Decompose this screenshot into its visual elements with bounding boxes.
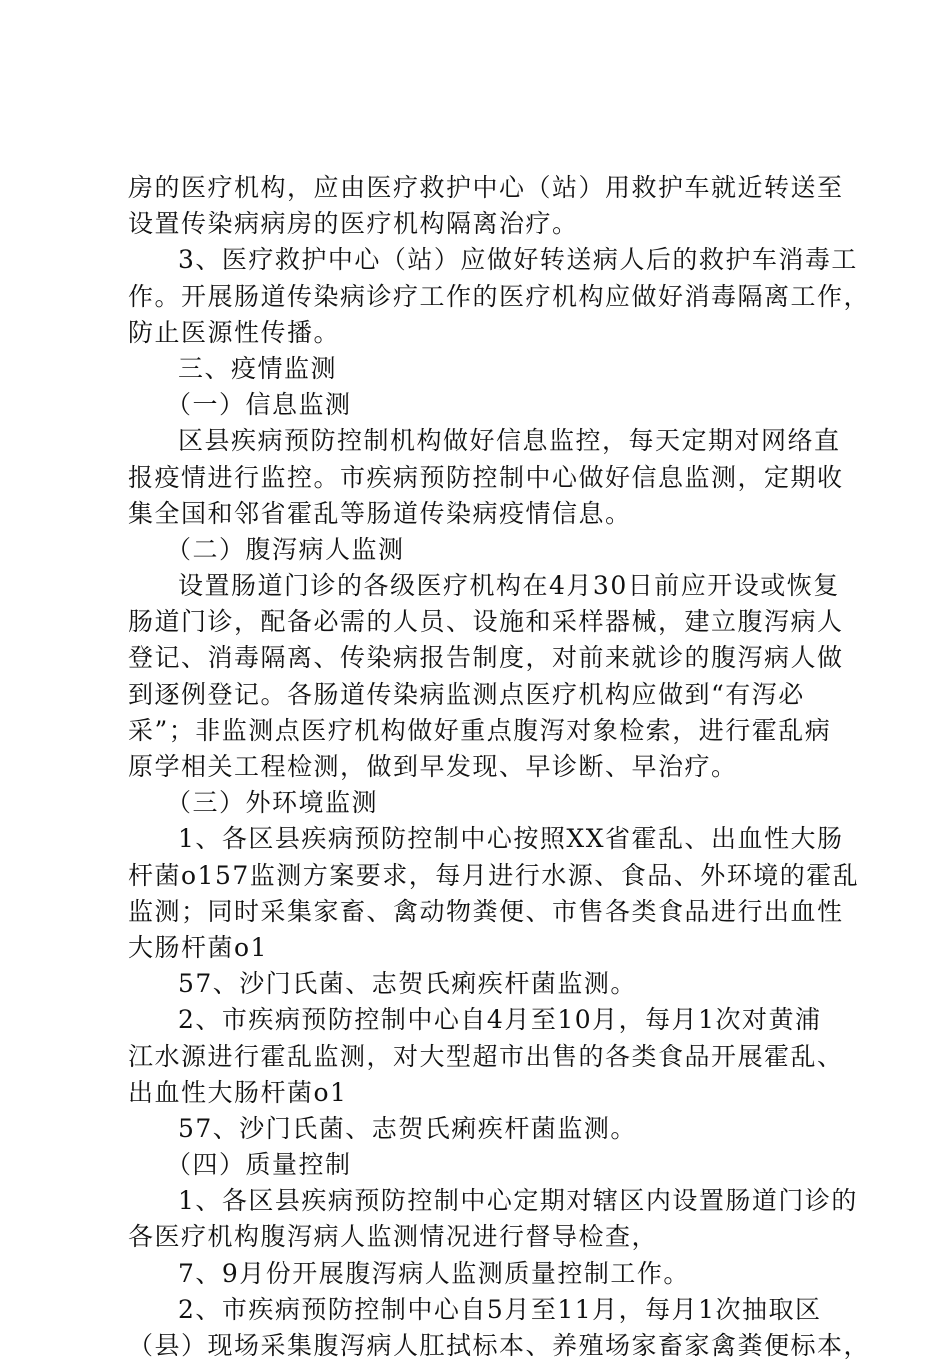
text-line: 57、沙门氏菌、志贺氏痢疾杆菌监测。	[178, 1113, 637, 1143]
text-line: 监测；同时采集家畜、禽动物粪便、市售各类食品进行出血性	[128, 896, 844, 926]
text-line: 3、医疗救护中心（站）应做好转送病人后的救护车消毒工	[178, 245, 858, 275]
subsection-heading: （一）信息监测	[166, 390, 352, 420]
text-line: 7、9月份开展腹泻病人监测质量控制工作。	[178, 1258, 690, 1288]
text-line: 登记、消毒隔离、传染病报告制度，对前来就诊的腹泻病人做	[128, 643, 844, 673]
text-line: 大肠杆菌o1	[128, 932, 268, 962]
text-line: 1、各区县疾病预防控制中心定期对辖区内设置肠道门诊的	[178, 1186, 858, 1216]
text-line: 设置肠道门诊的各级医疗机构在4月30日前应开设或恢复	[178, 571, 840, 601]
subsection-heading: （三）外环境监测	[166, 788, 379, 818]
text-line: 防止医源性传播。	[128, 317, 341, 347]
text-line: 杆菌o157监测方案要求，每月进行水源、食品、外环境的霍乱	[128, 860, 860, 890]
text-line: 2、市疾病预防控制中心自4月至10月，每月1次对黄浦	[178, 1005, 822, 1035]
text-line: 2、市疾病预防控制中心自5月至11月，每月1次抽取区	[178, 1294, 822, 1324]
subsection-heading: （四）质量控制	[166, 1150, 352, 1180]
text-line: 肠道门诊，配备必需的人员、设施和采样器械，建立腹泻病人	[128, 607, 844, 637]
text-line: 报疫情进行监控。市疾病预防控制中心做好信息监测，定期收	[128, 462, 844, 492]
text-line: 57、沙门氏菌、志贺氏痢疾杆菌监测。	[178, 969, 637, 999]
text-line: 采”；非监测点医疗机构做好重点腹泻对象检索，进行霍乱病	[128, 715, 832, 745]
text-line: 作。开展肠道传染病诊疗工作的医疗机构应做好消毒隔离工作，	[128, 281, 871, 311]
text-line: 房的医疗机构，应由医疗救护中心（站）用救护车就近转送至	[128, 173, 844, 202]
subsection-heading: （二）腹泻病人监测	[166, 534, 405, 564]
text-line: 各医疗机构腹泻病人监测情况进行督导检查，	[128, 1222, 659, 1252]
text-line: 原学相关工程检测，做到早发现、早诊断、早治疗。	[128, 752, 738, 781]
text-line: （县）现场采集腹泻病人肛拭标本、养殖场家畜家禽粪便标本，	[128, 1331, 871, 1360]
section-heading: 三、疫情监测	[178, 353, 338, 383]
document-body	[128, 170, 871, 1364]
text-line: 江水源进行霍乱监测，对大型超市出售的各类食品开展霍乱、	[128, 1041, 844, 1071]
text-line: 1、各区县疾病预防控制中心按照XX省霍乱、出血性大肠	[178, 824, 844, 854]
text-line: 区县疾病预防控制机构做好信息监控，每天定期对网络直	[178, 426, 841, 456]
text-line: 集全国和邻省霍乱等肠道传染病疫情信息。	[128, 498, 632, 528]
text-line: 设置传染病病房的医疗机构隔离治疗。	[128, 209, 579, 239]
text-line: 出血性大肠杆菌o1	[128, 1077, 348, 1107]
text-line: 到逐例登记。各肠道传染病监测点医疗机构应做到“有泻必	[128, 679, 805, 709]
